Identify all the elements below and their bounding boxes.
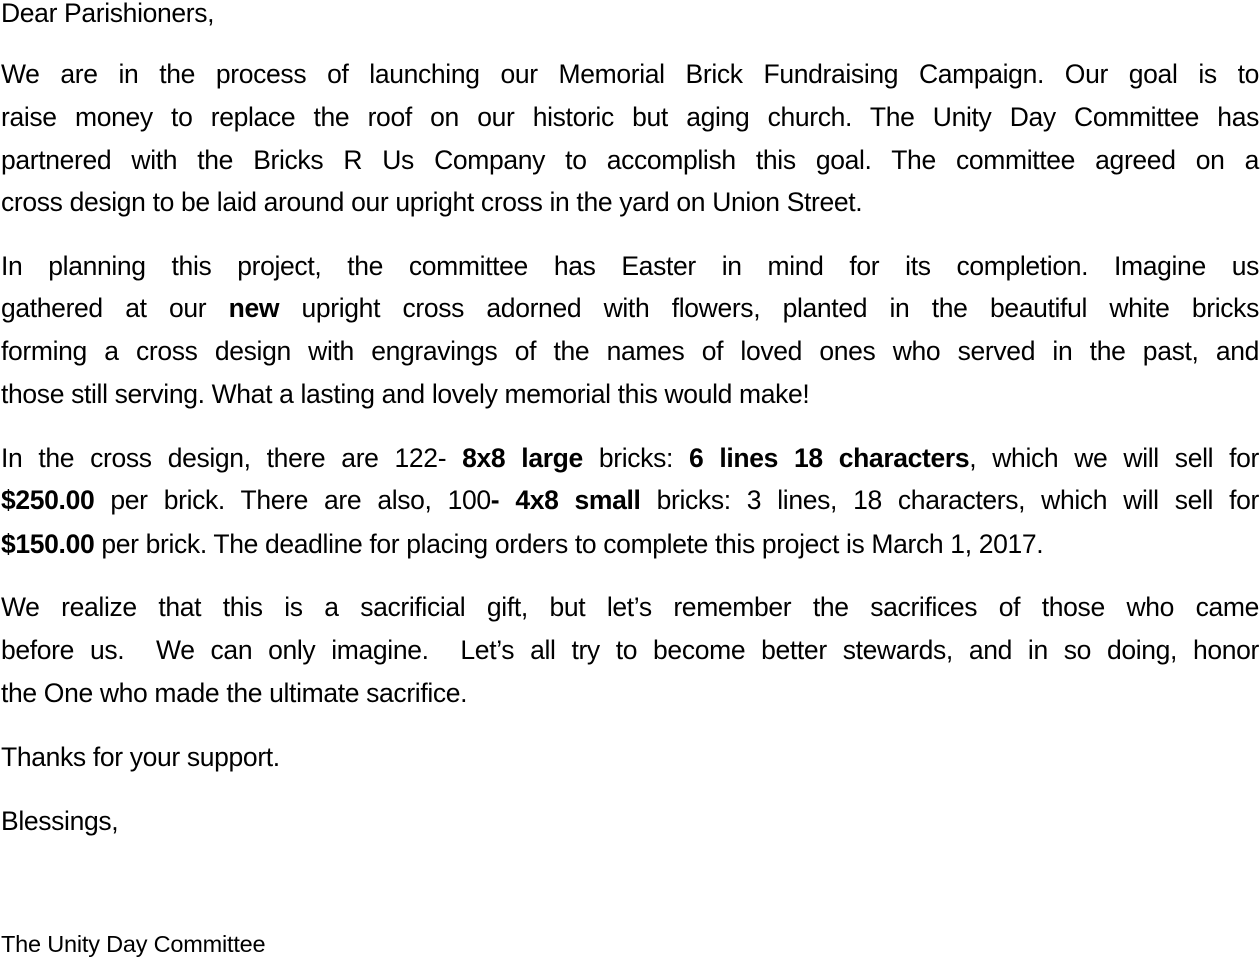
text-run: bricks: 3 lines, 18 characters, which will sell for (640, 485, 1259, 515)
closing: Blessings, (1, 806, 119, 836)
paragraph-line (1, 442, 1259, 474)
paragraph-line (1, 484, 1259, 516)
paragraph-line (1, 292, 1259, 324)
signature: The Unity Day Committee (1, 931, 266, 957)
emphasis-new: new (228, 293, 280, 323)
paragraph-line: We realize that this is a sacrificial gift, but let’s remember the sacrifices of those who came (1, 592, 1259, 622)
small-brick-size: - 4x8 small (490, 485, 641, 515)
text-run: , which we will sell for (969, 443, 1260, 473)
text-run: per brick. The deadline for placing orders to complete this project is March 1, 2017. (94, 529, 1044, 559)
paragraph-line: We are in the process of launching our Memorial Brick Fundraising Campaign. Our goal is to (1, 59, 1259, 89)
paragraph-line: raise money to replace the roof on our historic but aging church. The Unity Day Committee has (1, 102, 1259, 132)
large-brick-engraving: 6 lines 18 characters (688, 443, 970, 473)
large-brick-price: $250.00 (1, 485, 95, 515)
paragraph-line: before us. We can only imagine. Let’s all try to become better stewards, and in so doing, honor (1, 635, 1259, 665)
paragraph-line: partnered with the Bricks R Us Company to accomplish this goal. The committee agreed on a (1, 145, 1259, 175)
paragraph-line: forming a cross design with engravings of the names of loved ones who served in the past, and (1, 336, 1259, 366)
text-run: per brick. There are also, 100 (94, 485, 491, 515)
paragraph-line: those still serving. What a lasting and lovely memorial this would make! (1, 379, 810, 409)
small-brick-price: $150.00 (1, 529, 95, 559)
large-brick-size: 8x8 large (462, 443, 583, 473)
text-run: In the cross design, there are 122- (1, 443, 463, 473)
text-run: upright cross adorned with flowers, planted in the beautiful white bricks (279, 293, 1259, 323)
thanks-line: Thanks for your support. (1, 742, 280, 772)
text-run: gathered at our (1, 293, 229, 323)
paragraph-line (1, 528, 1259, 560)
salutation: Dear Parishioners, (1, 0, 215, 28)
paragraph-line: In planning this project, the committee has Easter in mind for its completion. Imagine us (1, 251, 1259, 281)
paragraph-line: the One who made the ultimate sacrifice. (1, 678, 468, 708)
text-run: bricks: (582, 443, 689, 473)
paragraph-line: cross design to be laid around our upright cross in the yard on Union Street. (1, 187, 863, 217)
